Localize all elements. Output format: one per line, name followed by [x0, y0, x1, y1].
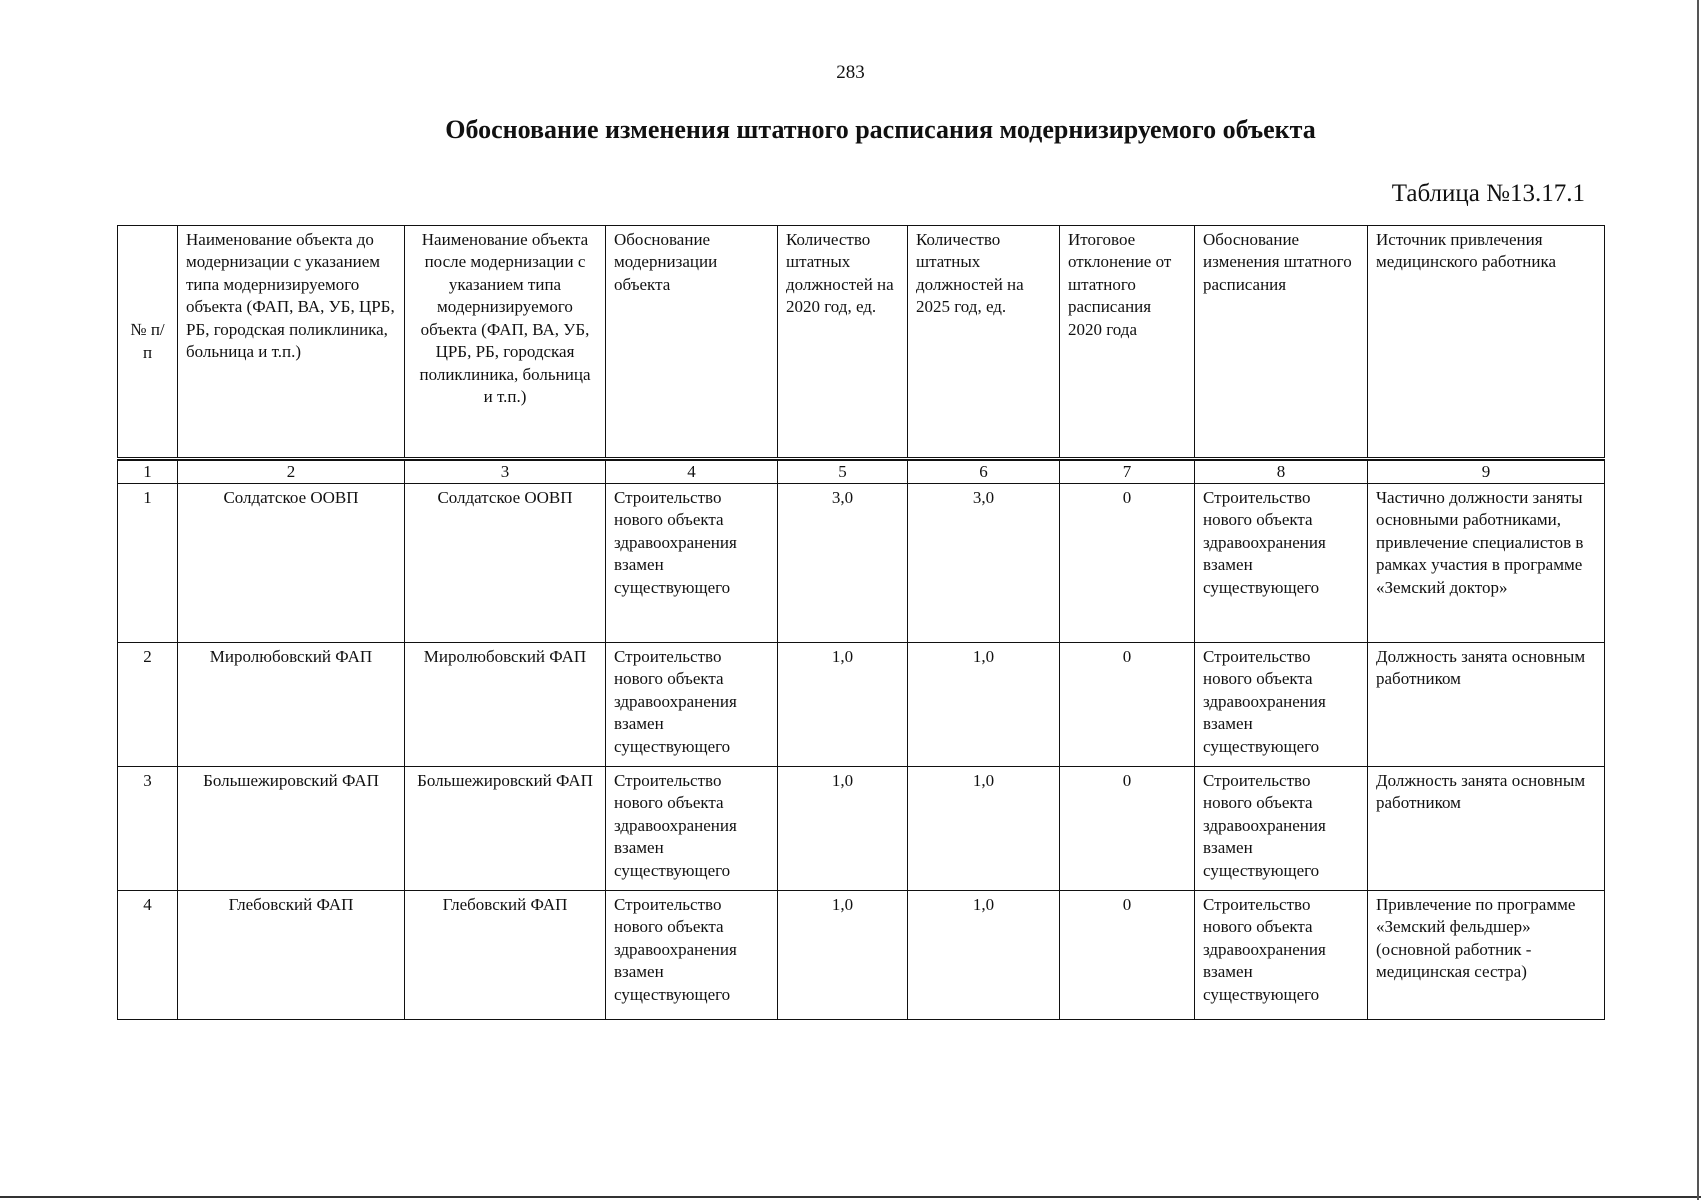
header-cell-deviation: Итоговое отклонение от штатного расписания 2020 года: [1060, 226, 1195, 459]
column-index: 2: [178, 461, 405, 484]
column-index: 5: [778, 461, 908, 484]
header-cell-change-reason: Обоснование изменения штатного расписания: [1195, 226, 1368, 459]
row-number: 3: [118, 767, 178, 891]
row-number: 2: [118, 643, 178, 767]
column-index: 8: [1195, 461, 1368, 484]
column-index: 4: [606, 461, 778, 484]
header-cell-reason: Обоснование модернизации объекта: [606, 226, 778, 459]
deviation: 0: [1060, 643, 1195, 767]
staff-2025: 1,0: [908, 891, 1060, 1020]
column-index: 9: [1368, 461, 1605, 484]
header-row: [118, 226, 1605, 459]
column-index: 1: [118, 461, 178, 484]
header-cell-before: Наименование объекта до модернизации с указанием типа модернизируемого объекта (ФАП, ВА, УБ, ЦРБ, РБ, городская поликлиника, больница и т.п.): [178, 226, 405, 459]
object-before: Миролюбовский ФАП: [178, 643, 405, 767]
table-caption: Таблица №13.17.1: [1391, 180, 1585, 207]
change-reason: Строительство нового объекта здравоохранения взамен существующего: [1195, 767, 1368, 891]
scan-bottom-edge: [0, 1196, 1701, 1198]
object-before: Солдатское ООВП: [178, 484, 405, 643]
staffing-table: [117, 225, 1605, 1020]
column-index: 3: [405, 461, 606, 484]
staff-2025: 1,0: [908, 767, 1060, 891]
object-before: Большежировский ФАП: [178, 767, 405, 891]
deviation: 0: [1060, 891, 1195, 1020]
staff-source: Должность занята основным работником: [1368, 643, 1605, 767]
object-after: Солдатское ООВП: [405, 484, 606, 643]
column-index: 6: [908, 461, 1060, 484]
modernization-reason: Строительство нового объекта здравоохранения взамен существующего: [606, 484, 778, 643]
header-cell-source: Источник привлечения медицинского работника: [1368, 226, 1605, 459]
table-row: [118, 484, 1605, 643]
change-reason: Строительство нового объекта здравоохранения взамен существующего: [1195, 891, 1368, 1020]
header-cell-staff-2020: Количество штатных должностей на 2020 год, ед.: [778, 226, 908, 459]
staff-source: Частично должности заняты основными работниками, привлечение специалистов в рамках участия в программе «Земский доктор»: [1368, 484, 1605, 643]
document-title: Обоснование изменения штатного расписания модернизируемого объекта: [445, 115, 1316, 144]
object-after: Миролюбовский ФАП: [405, 643, 606, 767]
change-reason: Строительство нового объекта здравоохранения взамен существующего: [1195, 643, 1368, 767]
modernization-reason: Строительство нового объекта здравоохранения взамен существующего: [606, 767, 778, 891]
column-index-row: [118, 461, 1605, 484]
modernization-reason: Строительство нового объекта здравоохранения взамен существующего: [606, 891, 778, 1020]
header-cell-staff-2025: Количество штатных должностей на 2025 год, ед.: [908, 226, 1060, 459]
staff-2020: 1,0: [778, 643, 908, 767]
object-after: Глебовский ФАП: [405, 891, 606, 1020]
staff-source: Должность занята основным работником: [1368, 767, 1605, 891]
header-cell-num: № п/п: [118, 226, 178, 459]
row-number: 1: [118, 484, 178, 643]
staff-2020: 1,0: [778, 767, 908, 891]
deviation: 0: [1060, 767, 1195, 891]
table-row: [118, 891, 1605, 1020]
modernization-reason: Строительство нового объекта здравоохранения взамен существующего: [606, 643, 778, 767]
staff-source: Привлечение по программе «Земский фельдшер» (основной работник - медицинская сестра): [1368, 891, 1605, 1020]
page-number: 283: [836, 62, 865, 83]
staff-2020: 1,0: [778, 891, 908, 1020]
staff-2025: 1,0: [908, 643, 1060, 767]
object-before: Глебовский ФАП: [178, 891, 405, 1020]
row-number: 4: [118, 891, 178, 1020]
table-row: [118, 643, 1605, 767]
column-index: 7: [1060, 461, 1195, 484]
scan-right-edge: [1697, 0, 1699, 1200]
header-cell-after: Наименование объекта после модернизации с указанием типа модернизируемого объекта (ФАП, ВА, УБ, ЦРБ, РБ, городская поликлиника, больница и т.п.): [405, 226, 606, 459]
change-reason: Строительство нового объекта здравоохранения взамен существующего: [1195, 484, 1368, 643]
object-after: Большежировский ФАП: [405, 767, 606, 891]
table-row: [118, 767, 1605, 891]
staff-2020: 3,0: [778, 484, 908, 643]
staff-2025: 3,0: [908, 484, 1060, 643]
deviation: 0: [1060, 484, 1195, 643]
